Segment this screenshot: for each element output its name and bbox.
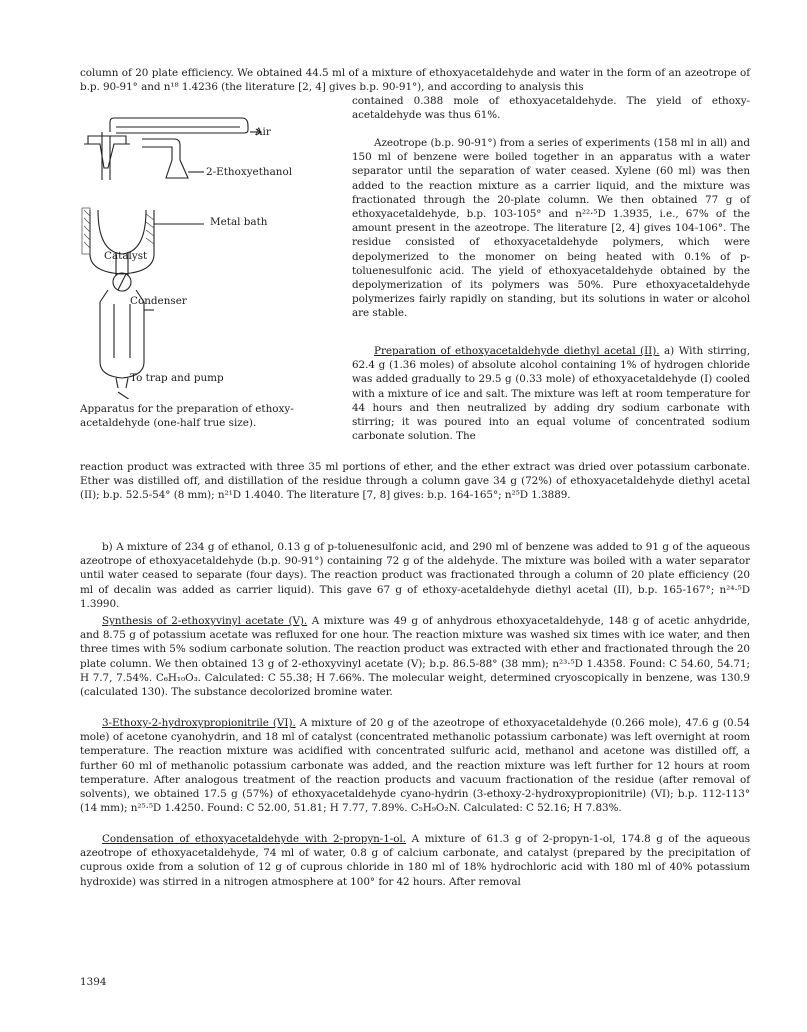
page-number: 1394 <box>80 976 107 988</box>
label-condenser: Condenser <box>130 295 187 307</box>
paragraph-yield: contained 0.388 mole of ethoxyacetaldehyde. The yield of ethoxy-acetaldehyde was thus 61%. <box>352 95 750 122</box>
heading-condensation: Condensation of ethoxyacetaldehyde with 2-propyn-1-ol. <box>102 833 407 845</box>
text-vinyl-acetate: A mixture was 49 g of anhydrous ethoxyacetaldehyde, 148 g of acetic anhydride, and 8.75 g of potassium acetate was refluxed for one hour. The reaction mixture was washed six times with ice water, and then three times with 5% sodium carbonate solution. The reaction product was extracted with ether and fractionated through the 20 plate column. We then obtained 13 g of 2-ethoxyvinyl acetate (V); b.p. 86.5-88° (38 mm); n²³·⁵D 1.4358. Found: C 54.60, 54.71; H 7.7, 7.54%. C₆H₁₀O₃. Calculated: C 55.38; H 7.66%. The molecular weight, determined cryoscopically in benzene, was 130.9 (calculated 130). The substance decolorized bromine water. <box>80 615 750 699</box>
paragraph-vinyl-acetate <box>80 614 750 699</box>
text-nitrile: A mixture of 20 g of the azeotrope of ethoxyacetaldehyde (0.266 mole), 47.6 g (0.54 mole) of acetone cyanohydrin, and 18 ml of catalyst (concentrated methanolic potassium carbonate) was left overnight at room temperature. The reaction mixture was acidified with concentrated sulfuric acid, methanol and acetone was distilled off, a further 60 ml of methanolic potassium carbonate was added, and the reaction mixture was left further for 12 hours at room temperature. After analogous treatment of the reaction products and vacuum fractionation of the residue (after removal of solvents), we obtained 17.5 g (57%) of ethoxyacetaldehyde cyano-hydrin (3-ethoxy-2-hydroxypropionitrile) (VI); b.p. 112-113° (14 mm); n²⁵·⁵D 1.4250. Found: C 52.00, 51.81; H 7.77, 7.89%. C₅H₉O₂N. Calculated: C 52.16; H 7.83%. <box>80 717 750 815</box>
paragraph-condensation <box>80 832 750 889</box>
apparatus-figure <box>80 114 348 444</box>
figure-caption: Apparatus for the preparation of ethoxy-acetaldehyde (one-half true size). <box>80 403 294 429</box>
paragraph-acetal-a <box>352 344 750 443</box>
label-catalyst: Catalyst <box>104 250 148 262</box>
label-trap-and-pump: To trap and pump <box>130 372 224 384</box>
label-ethoxyethanol: 2-Ethoxyethanol <box>206 166 293 178</box>
label-air: Air <box>255 126 271 138</box>
paragraph-top: column of 20 plate efficiency. We obtained 44.5 ml of a mixture of ethoxyacetaldehyde and water in the form of an azeotrope of b.p. 90-91° and n¹⁸ 1.4236 (the literature [2, 4] gives b.p. 90-91°), and according to analysis this <box>80 67 750 94</box>
paragraph-nitrile <box>80 716 750 815</box>
text-acetal-a: a) With stirring, 62.4 g (1.36 moles) of absolute alcohol containing 1% of hydrogen chloride was added gradually to 29.5 g (0.33 mole) of ethoxyacetaldehyde (I) cooled with a mixture of ice and salt. The mixture was left at room temperature for 44 hours and then neutralized by adding dry sodium carbonate with stirring; it was poured into an equal volume of concentrated sodium carbonate solution. The <box>352 345 750 443</box>
heading-vinyl-acetate: Synthesis of 2-ethoxyvinyl acetate (V). <box>102 615 308 627</box>
heading-nitrile: 3-Ethoxy-2-hydroxypropionitrile (VI). <box>102 717 296 729</box>
paragraph-b: b) A mixture of 234 g of ethanol, 0.13 g of p-toluenesulfonic acid, and 290 ml of benzene was added to 91 g of the aqueous azeotrope of ethoxyacetaldehyde (b.p. 90-91°) containing 72 g of the aldehyde. The mixture was boiled with a water separator until water ceased to separate (four days). The reaction product was fractionated through a column of 20 plate efficiency (20 ml of decalin was added as carrier liquid). This gave 67 g of ethoxy-acetaldehyde diethyl acetal (II), b.p. 165-167°; n²⁴·⁵D 1.3990. <box>80 541 750 610</box>
paragraph-azeotrope: Azeotrope (b.p. 90-91°) from a series of experiments (158 ml in all) and 150 ml of benzene were boiled together in an apparatus with a water separator until the separation of water ceased. Xylene (60 ml) was then added to the reaction mixture as a carrier liquid, and the mixture was fractionated through the 20-plate column. We then obtained 77 g of ethoxyacetaldehyde, b.p. 103-105° and n²²·⁵D 1.3935, i.e., 67% of the amount present in the azeotrope. The literature [2, 4] gives 104-106°. The residue consisted of ethoxyacetaldehyde polymers, which were depolymerized to the monomer on being heated with 0.1% of p-toluenesulfonic acid. The yield of ethoxyacetaldehyde obtained by the depolymerization of its polymers was 50%. Pure ethoxyacetaldehyde polymerizes fairly rapidly on standing, but its solutions in water or alcohol are stable. <box>352 137 750 320</box>
text-condensation: A mixture of 61.3 g of 2-propyn-1-ol, 174.8 g of the aqueous azeotrope of ethoxyacetaldehyde, 74 ml of water, 0.8 g of calcium carbonate, and catalyst (prepared by the precipitation of cuprous oxide from a solution of 12 g of cuprous chloride in 180 ml of 18% hydrochloric acid with 180 ml of 40% potassium hydroxide) was stirred in a nitrogen atmosphere at 100° for 42 hours. After removal <box>80 833 750 888</box>
heading-acetal: Preparation of ethoxyacetaldehyde diethyl acetal (II). <box>374 345 660 357</box>
paragraph-acetal-continued: reaction product was extracted with three 35 ml portions of ether, and the ether extract was dried over potassium carbonate. Ether was distilled off, and distillation of the residue through a column gave 34 g (72%) of ethoxyacetaldehyde diethyl acetal (II); b.p. 52.5-54° (8 mm); n²¹D 1.4040. The literature [7, 8] gives: b.p. 164-165°; n²⁵D 1.3889. <box>80 461 750 502</box>
label-metal-bath: Metal bath <box>210 216 268 228</box>
